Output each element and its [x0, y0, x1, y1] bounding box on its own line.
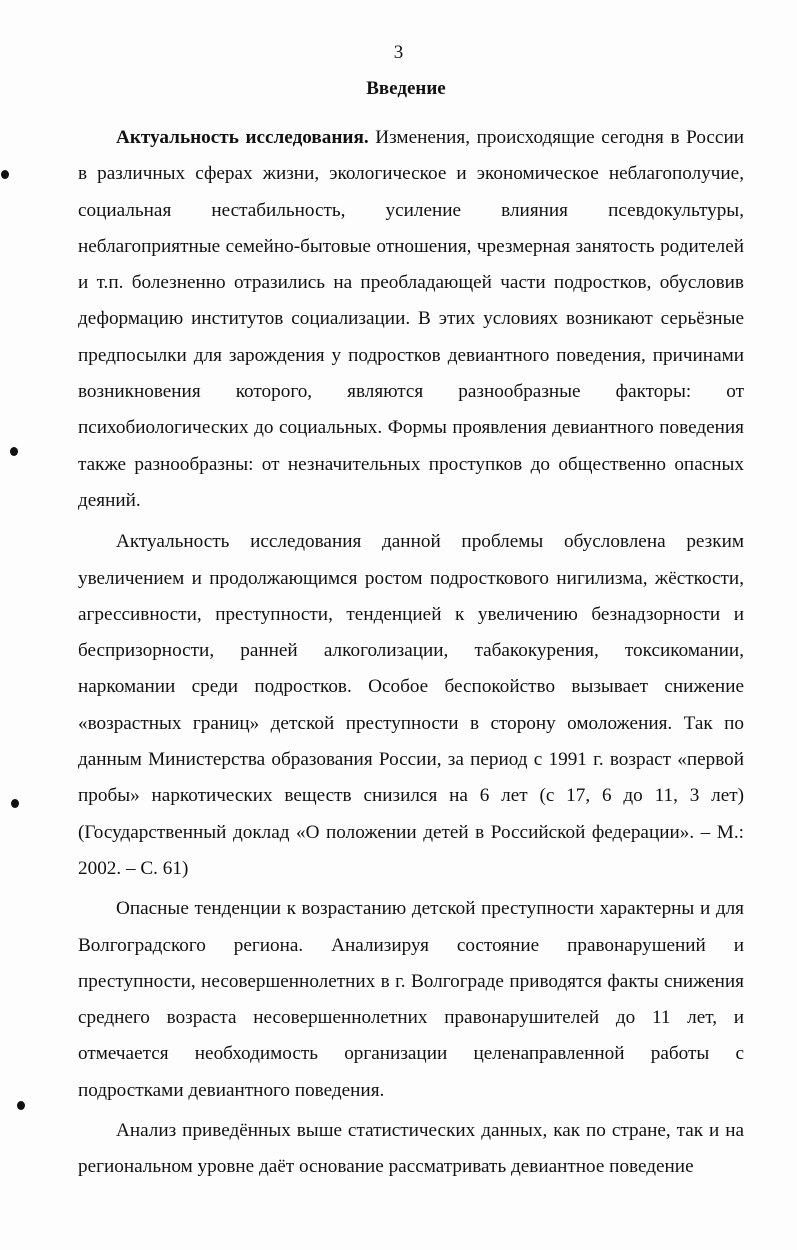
body-text — [78, 120, 744, 1186]
binding-hole-mark — [1, 170, 9, 179]
paragraph-1 — [78, 120, 744, 519]
paragraph-text: Изменения, происходящие сегодня в России в различных сферах жизни, экологическое и экономическое неблагополучие, социальная нестабильность, усиление влияния псевдокультуры, неблагоприятные семейно-бытовые отношения, чрезмерная занятость родителей и т.п. болезненно отразились на преобладающей части подростков, обусловив деформацию институтов социализации. В этих условиях возникают серьёзные предпосылки для зарождения у подростков девиантного поведения, причинами возникновения которого, являются разнообразные факторы: от психобиологических до социальных. Формы проявления девиантного поведения также разнообразны: от незначительных проступков до общественно опасных деяний. — [78, 127, 744, 511]
section-heading: Введение — [366, 78, 446, 99]
paragraph-2 — [78, 524, 744, 887]
paragraph-text: Актуальность исследования данной проблемы обусловлена резким увеличением и продолжающимся ростом подросткового нигилизма, жёсткости, агрессивности, преступности, тенденцией к увеличению безнадзорности и беспризорности, ранней алкоголизации, табакокурения, токсикомании, наркомании среди подростков. Особое беспокойство вызывает снижение «возрастных границ» детской преступности в сторону омоложения. Так по данным Министерства образования России, за период с 1991 г. возраст «первой пробы» наркотических веществ снизился на 6 лет (с 17, 6 до 11, 3 лет) (Государственный доклад «О положении детей в Российской федерации». – М.: 2002. – С. 61) — [78, 531, 744, 879]
paragraph-text: Анализ приведённых выше статистических данных, как по стране, так и на региональном уровне даёт основание рассматривать девиантное поведение — [78, 1120, 744, 1178]
paragraph-3 — [78, 891, 744, 1109]
binding-hole-mark — [10, 447, 18, 456]
page-number: 3 — [393, 42, 404, 63]
paragraph-lead: Актуальность исследования. — [116, 127, 369, 148]
paragraph-4 — [78, 1113, 744, 1186]
binding-hole-mark — [17, 1101, 25, 1110]
paragraph-text: Опасные тенденции к возрастанию детской преступности характерны и для Волгоградского региона. Анализируя состояние правонарушений и преступности, несовершеннолетних в г. Волгограде приводятся факты снижения среднего возраста несовершеннолетних правонарушителей до 11 лет, и отмечается необходимость организации целенаправленной работы с подростками девиантного поведения. — [78, 898, 744, 1101]
binding-hole-mark — [11, 799, 19, 808]
